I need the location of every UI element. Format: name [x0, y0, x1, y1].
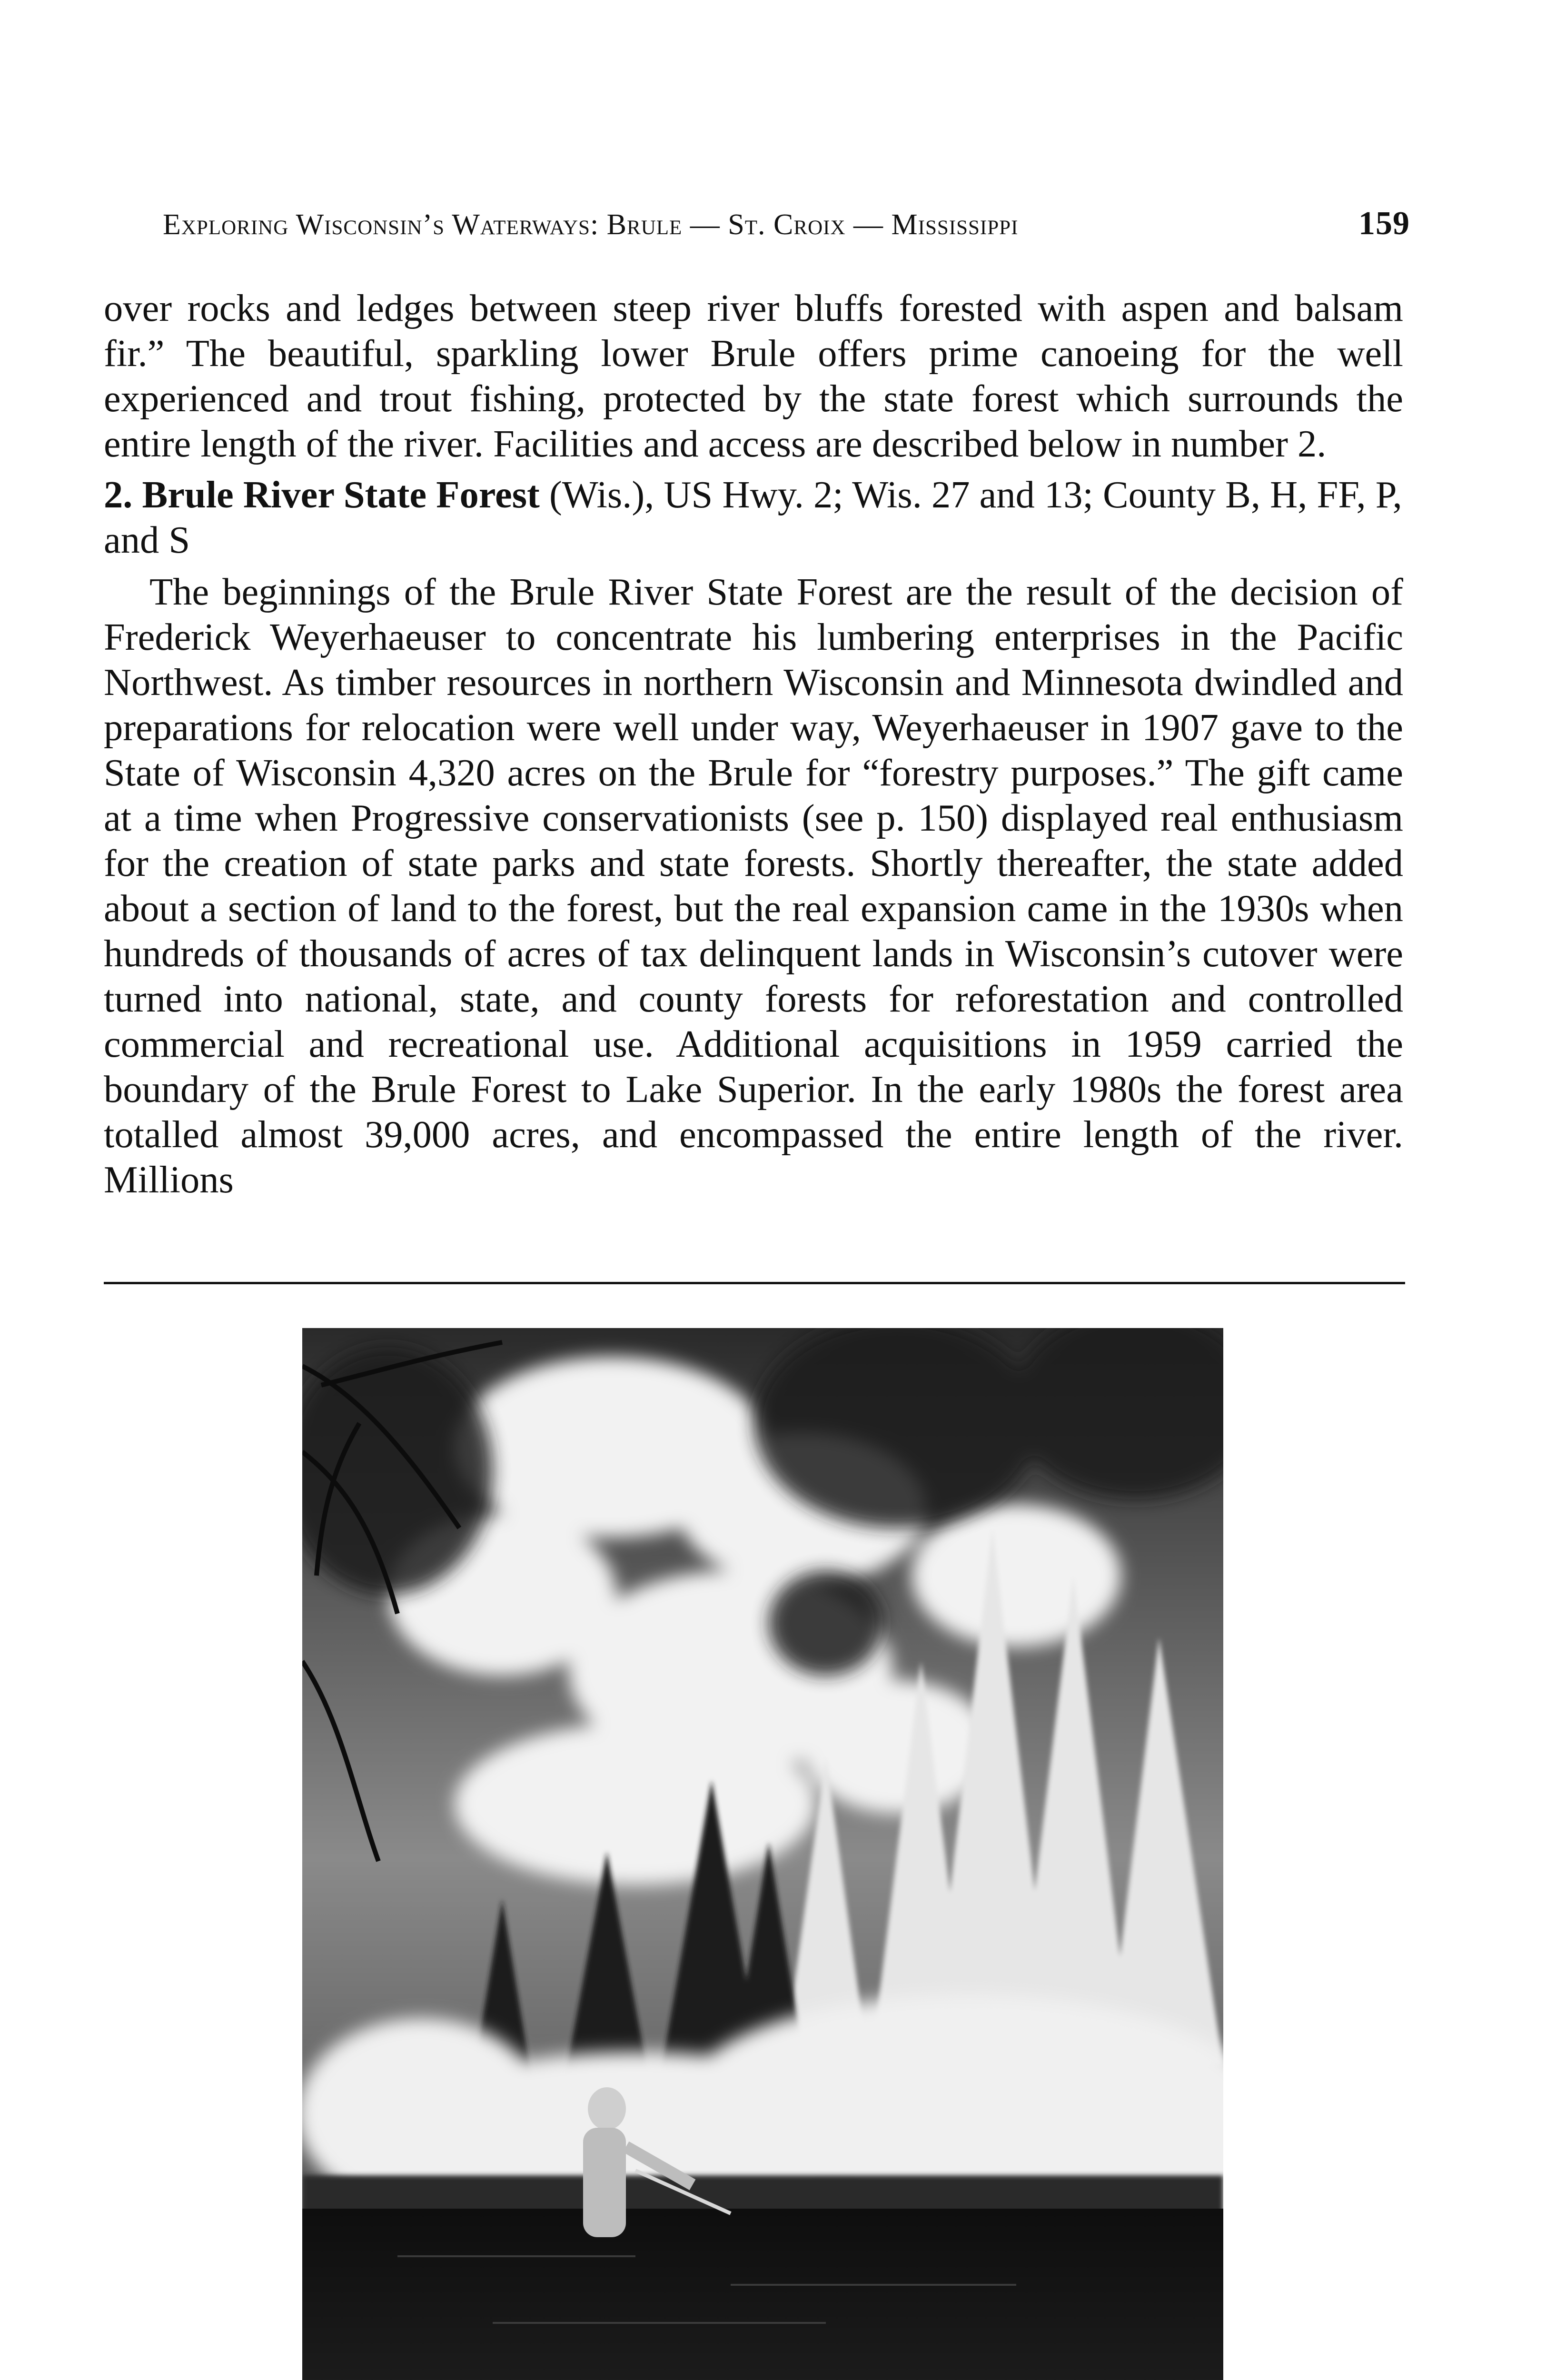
section-heading — [104, 472, 1403, 563]
section-heading-details: (Wis.), US Hwy. 2; Wis. 27 and 13; County B, H, FF, P, and S — [104, 474, 1402, 561]
page-number: 159 — [1358, 205, 1410, 242]
running-head-title: Exploring Wisconsin’s Waterways: Brule — St. Croix — Mississippi — [163, 208, 1019, 241]
paragraph: The beginnings of the Brule River State Forest are the result of the decision of Frederick Weyerhaeuser to concentrate his lumbering enterprises in the Pacific Northwest. As timber resources in northern Wisconsin and Minnesota dwindled and preparations for relocation were well under way, Weyerhaeuser in 1907 gave to the State of Wisconsin 4,320 acres on the Brule for “forestry purposes.” The gift came at a time when Progressive conservationists (see p. 150) displayed real enthusiasm for the creation of state parks and state forests. Shortly thereafter, the state added about a section of land to the forest, but the real expansion came in the 1930s when hundreds of thousands of acres of tax delinquent lands in Wisconsin’s cutover were turned into national, state, and county forests for reforestation and controlled commercial and recreational use. Additional acquisitions in 1959 carried the boundary of the Brule Forest to Lake Superior. In the early 1980s the forest area totalled almost 39,000 acres, and encompassed the entire length of the river. Millions — [104, 571, 1403, 1201]
photograph-brule-river — [302, 1328, 1223, 2380]
section-heading-title: 2. Brule River State Forest — [104, 474, 540, 516]
photograph-image — [302, 1328, 1223, 2380]
running-head — [163, 205, 1410, 257]
paragraph-continued: over rocks and ledges between steep river bluffs forested with aspen and balsam fir.” The beautiful, sparkling lower Brule offers prime canoeing for the well experienced and trout fishing, protected by the state forest which surrounds the entire length of the river. Facilities and access are described below in number 2. — [104, 287, 1403, 465]
horizontal-rule — [104, 1282, 1405, 1284]
body-text — [104, 286, 1403, 1202]
